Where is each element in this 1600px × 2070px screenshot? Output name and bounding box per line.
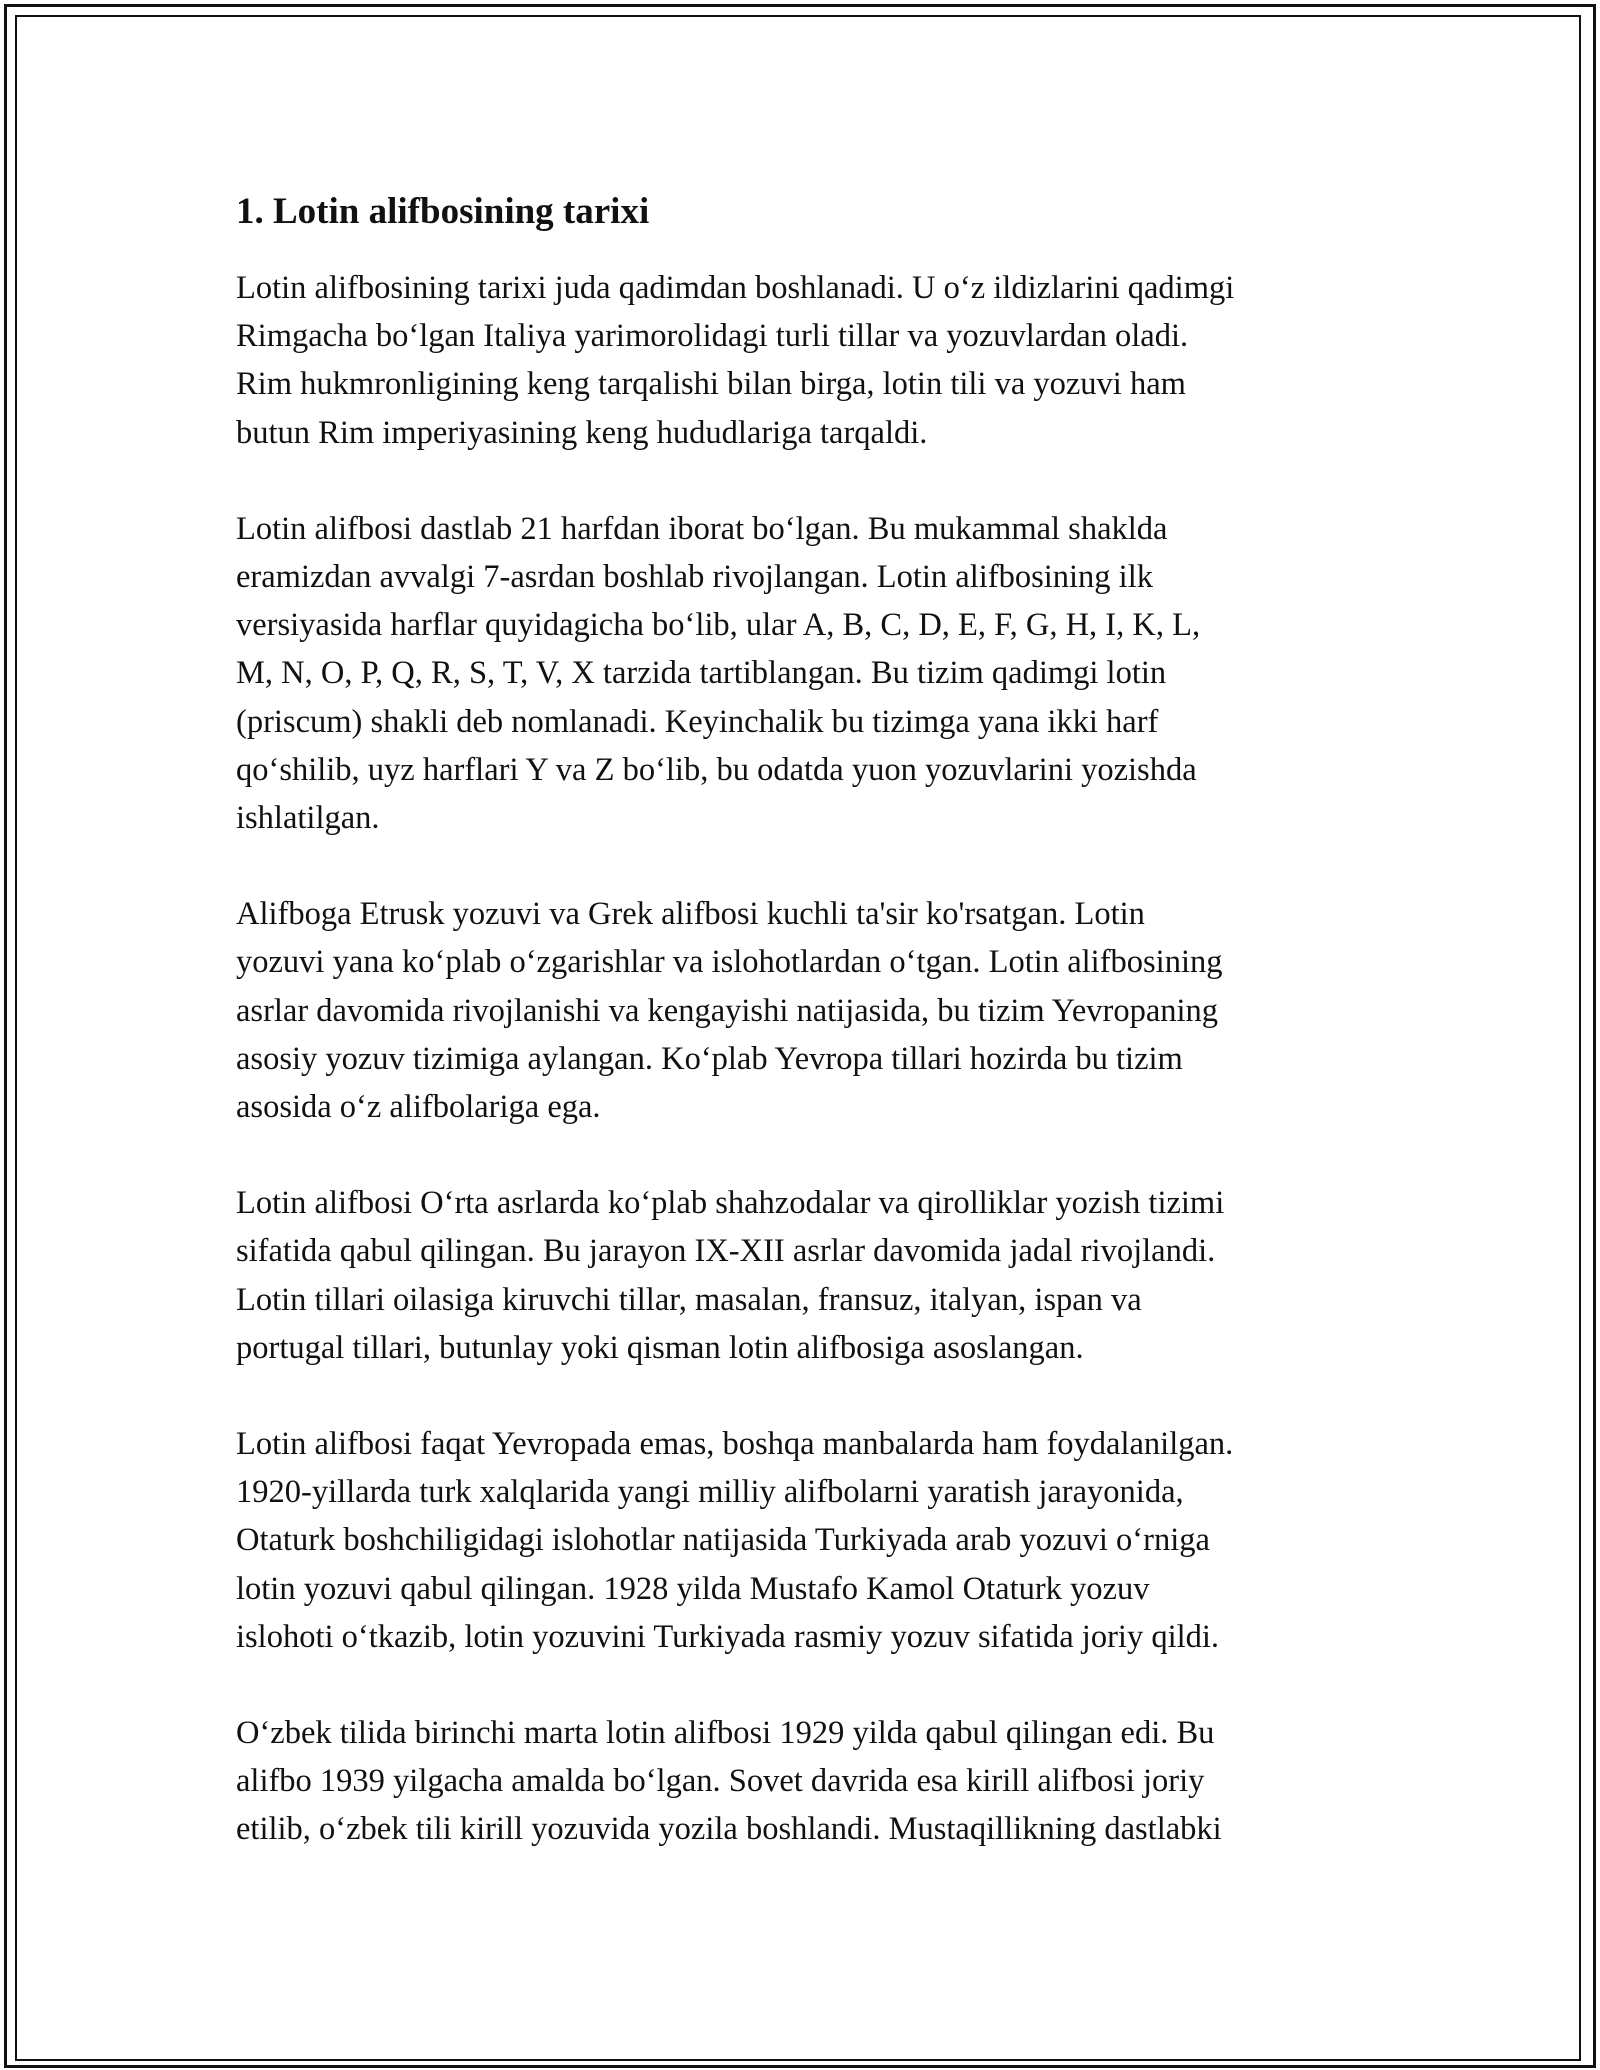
paragraph-1: Lotin alifbosining tarixi juda qadimdan boshlanadi. U o‘z ildizlarini qadimgi Rimgacha bo‘lgan Italiya yarimorolidagi turli tillar va yozuvlardan oladi. Rim hukmronligining keng tarqalishi bilan birga, lotin tili va yozuvi ham butun Rim imperiyasining keng hududlariga tarqaldi. <box>236 270 1235 451</box>
paragraph-3: Alifboga Etrusk yozuvi va Grek alifbosi kuchli ta'sir ko'rsatgan. Lotin yozuvi yana ko‘plab o‘zgarishlar va islohotlardan o‘tgan. Lotin alifbosining asrlar davomida rivojlanishi va kengayishi natijasida, bu tizim Yevropaning asosiy yozuv tizimiga aylangan. Ko‘plab Yevropa tillari hozirda bu tizim asosida o‘z alifbolariga ega. <box>236 896 1223 1126</box>
paragraph-6: O‘zbek tilida birinchi marta lotin alifbosi 1929 yilda qabul qilingan edi. Bu alifbo 1939 yilgacha amalda bo‘lgan. Sovet davrida esa kirill alifbosi joriy etilib, o‘zbek tili kirill yozuvida yozila boshlandi. Mustaqillikning dastlabki <box>236 1715 1222 1848</box>
paragraph-2: Lotin alifbosi dastlab 21 harfdan iborat bo‘lgan. Bu mukammal shaklda eramizdan avvalgi 7-asrdan boshlab rivojlangan. Lotin alifbosining ilk versiyasida harflar quyidagicha bo‘lib, ular A, B, C, D, E, F, G, H, I, K, L, M, N, O, P, Q, R, S, T, V, X tarzida tartiblangan. Bu tizim qadimgi lotin (priscum) shakli deb nomlanadi. Keyinchalik bu tizimga yana ikki harf qo‘shilib, uyz harflari Y va Z bo‘lib, bu odatda yuon yozuvlarini yozishda ishlatilgan. <box>236 510 1201 837</box>
section-heading: 1. Lotin alifbosining tarixi <box>236 191 650 232</box>
paragraph-4: Lotin alifbosi O‘rta asrlarda ko‘plab shahzodalar va qirolliklar yozish tizimi sifatida qabul qilingan. Bu jarayon IX-XII asrlar davomida jadal rivojlandi. Lotin tillari oilasiga kiruvchi tillar, masalan, fransuz, italyan, ispan va portugal tillari, butunlay yoki qisman lotin alifbosiga asoslangan. <box>236 1185 1225 1366</box>
document-body <box>236 186 1376 1902</box>
paragraph-5: Lotin alifbosi faqat Yevropada emas, boshqa manbalarda ham foydalanilgan. 1920-yillarda turk xalqlarida yangi milliy alifbolarni yaratish jarayonida, Otaturk boshchiligidagi islohotlar natijasida Turkiyada arab yozuvi o‘rniga lotin yozuvi qabul qilingan. 1928 yilda Mustafo Kamol Otaturk yozuv islohoti o‘tkazib, lotin yozuvini Turkiyada rasmiy yozuv sifatida joriy qildi. <box>236 1426 1234 1655</box>
